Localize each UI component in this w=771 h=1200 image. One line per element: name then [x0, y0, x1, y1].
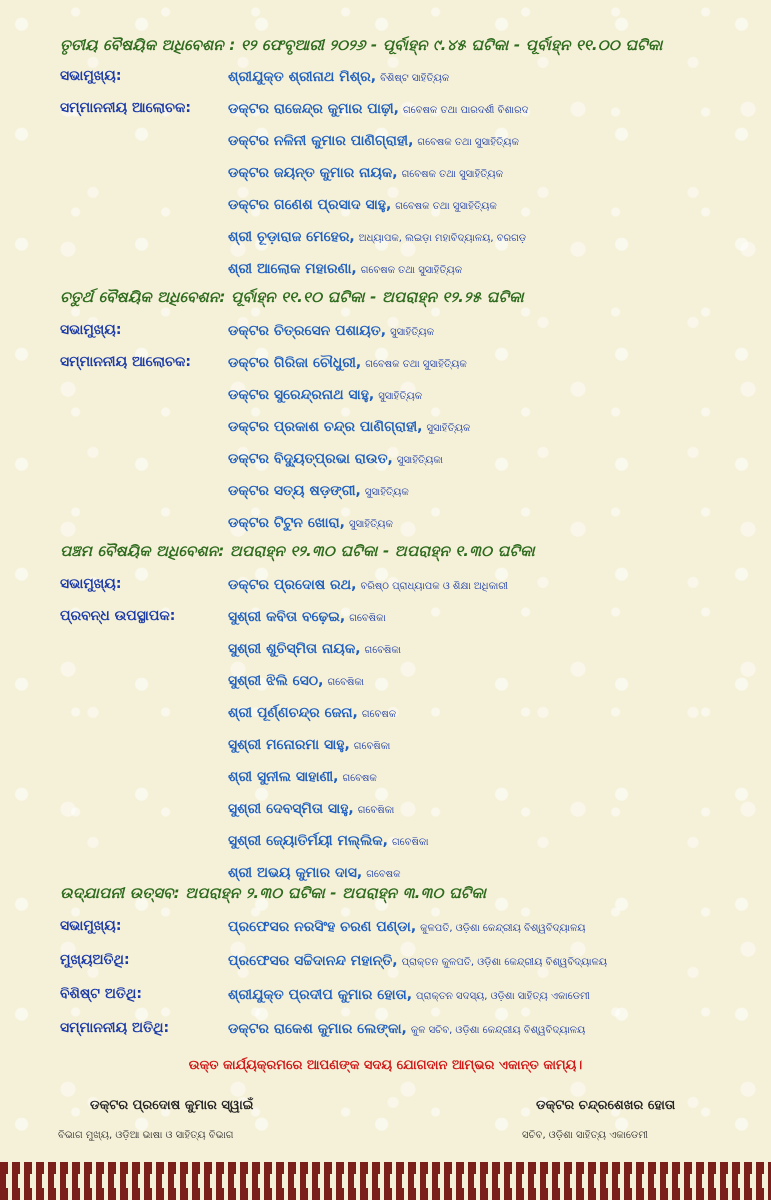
participant-row: [228, 766, 377, 790]
participant-name: ଡକ୍ଟର ଚିତ୍ରସେନ ପଶାୟତ,: [228, 323, 387, 339]
participant-desc: ଗବେଷିକା: [364, 645, 402, 656]
role-label: ସଭାମୁଖ୍ୟ:: [60, 322, 122, 338]
session-heading: ତୃତୀୟ ବୈଷୟିକ ଅଧିବେଶନ : ୧୨ ଫେବୃଆରୀ ୨୦୨୬ - ପୂର୍ବାହ୍ନ ୯.୪୫ ଘଟିକା - ପୂର୍ବାହ୍ନ ୧୧.୦୦ ଘଟିକା: [60, 36, 663, 54]
participant-name: ଡକ୍ଟର ବିଦ୍ୟୁତ୍‌ପ୍ରଭା ରାଉତ,: [228, 451, 393, 467]
participant-row: [228, 950, 607, 974]
role-label: ସଭାମୁଖ୍ୟ:: [60, 68, 122, 84]
participant-name: ଡକ୍ଟର ଗଣେଶ ପ୍ରସାଦ ସାହୁ,: [228, 197, 392, 213]
participant-desc: ସୁସାହିତ୍ୟିକ: [364, 487, 409, 498]
role-label: ବିଶିଷ୍ଟ ଅତିଥି:: [60, 986, 142, 1002]
participant-desc: ପ୍ରାକ୍ତନ କୁଳପତି, ଓଡ଼ିଶା କେନ୍ଦ୍ରୀୟ ବିଶ୍ୱବିଦ୍ୟାଳୟ: [401, 957, 608, 968]
participant-desc: ଗବେଷିକା: [357, 805, 395, 816]
participant-desc: ଗବେଷିକା: [353, 741, 391, 752]
participant-row: [228, 162, 503, 186]
closing-note: ଉକ୍ତ କାର୍ଯ୍ୟକ୍ରମରେ ଆପଣଙ୍କ ସଦୟ ଯୋଗଦାନ ଆମ୍ଭର ଏକାନ୍ତ କାମ୍ୟ।: [188, 1058, 583, 1073]
participant-name: ସୁଶ୍ରୀ ଦେବସ୍ମିତା ସାହୁ,: [228, 801, 354, 817]
role-label: ସଭାମୁଖ୍ୟ:: [60, 576, 122, 592]
participant-row: [228, 480, 409, 504]
participant-row: [228, 130, 519, 154]
participant-desc: ଗବେଷିକା: [349, 613, 386, 624]
participant-row: [228, 862, 401, 886]
signatory-left-title: ବିଭାଗ ମୁଖ୍ୟ, ଓଡ଼ିଆ ଭାଷା ଓ ସାହିତ୍ୟ ବିଭାଗ: [58, 1130, 234, 1141]
participant-name: ଶ୍ରୀ ଅଭୟ କୁମାର ଦାସ,: [228, 865, 363, 881]
participant-row: [228, 670, 364, 694]
participant-row: [228, 66, 449, 90]
participant-name: ଡକ୍ଟର ପ୍ରଦୋଷ ରଥ,: [228, 577, 357, 593]
participant-name: ଡକ୍ଟର ରାକେଶ କୁମାର ଲେଙ୍କା,: [228, 1021, 407, 1037]
participant-desc: କୁଳପତି, ଓଡ଼ିଶା କେନ୍ଦ୍ରୀୟ ବିଶ୍ୱବିଦ୍ୟାଳୟ: [420, 923, 586, 934]
participant-row: [228, 320, 434, 344]
participant-name: ଡକ୍ଟର ଗିରିଜା ଚୌଧୁରୀ,: [228, 355, 362, 371]
participant-row: [228, 98, 529, 122]
participant-desc: ସୁସାହିତ୍ୟିକ: [378, 391, 423, 402]
participant-row: [228, 416, 470, 440]
participant-row: [228, 194, 497, 218]
participant-row: [228, 984, 590, 1008]
participant-name: ଡକ୍ଟର ସତ୍ୟ ଷଡ଼ଙ୍ଗୀ,: [228, 483, 361, 499]
role-label: ପ୍ରବନ୍ଧ ଉପସ୍ଥାପକ:: [60, 608, 176, 624]
participant-name: ସୁଶ୍ରୀ ମନୋରମା ସାହୁ,: [228, 737, 350, 753]
participant-desc: ଗବେଷକ ତଥା ପାରଦର୍ଶୀ ବିଶାରଦ: [403, 105, 529, 116]
participant-row: [228, 512, 393, 536]
participant-name: ଡକ୍ଟର ସୁରେନ୍ଦ୍ରନାଥ ସାହୁ,: [228, 387, 375, 403]
participant-name: ଶ୍ରୀଯୁକ୍ତ ପ୍ରଦୀପ କୁମାର ହୋତା,: [228, 987, 413, 1003]
participant-desc: ପ୍ରାକ୍ତନ ସଦସ୍ୟ, ଓଡ଼ିଶା ସାହିତ୍ୟ ଏକାଡେମୀ: [416, 991, 590, 1002]
participant-name: ପ୍ରଫେସର ସଚ୍ଚିଦାନନ୍ଦ ମହାନ୍ତି,: [228, 953, 398, 969]
participant-row: [228, 258, 462, 282]
participant-name: ଶ୍ରୀଯୁକ୍ତ ଶ୍ରୀନାଥ ମିଶ୍ର,: [228, 69, 377, 85]
participant-desc: ସୁସାହିତ୍ୟିକା: [396, 455, 444, 466]
participant-row: [228, 702, 396, 726]
participant-desc: ଗବେଷକ ତଥା ସୁସାହିତ୍ୟିକ: [360, 265, 463, 276]
decorative-border-band: [0, 1174, 771, 1188]
participant-name: ସୁଶ୍ରୀ ଶୁଚିସ୍ମିତା ନାୟକ,: [228, 641, 361, 657]
participant-name: ଡକ୍ଟର ପ୍ରକାଶ ଚନ୍ଦ୍ର ପାଣିଗ୍ରାହୀ,: [228, 419, 423, 435]
participant-desc: କୁଳ ସଚିବ, ଓଡ଼ିଶା କେନ୍ଦ୍ରୀୟ ବିଶ୍ୱବିଦ୍ୟାଳୟ: [410, 1025, 586, 1036]
participant-name: ଡକ୍ଟର ଟିଟୁନ ଖୋରା,: [228, 515, 345, 531]
participant-row: [228, 448, 443, 472]
session-heading: ଚତୁର୍ଥ ବୈଷୟିକ ଅଧିବେଶନ: ପୂର୍ବାହ୍ନ ୧୧.୧୦ ଘଟିକା - ଅପରାହ୍ନ ୧୨.୨୫ ଘଟିକା: [60, 288, 524, 306]
participant-name: ସୁଶ୍ରୀ ଜ୍ୟୋତିର୍ମୟୀ ମଲ୍ଲିକ,: [228, 833, 388, 849]
participant-row: [228, 352, 467, 376]
participant-desc: ଗବେଷକ: [342, 773, 377, 784]
participant-desc: ବରିଷ୍ଠ ପ୍ରାଧ୍ୟାପକ ଓ ଶିକ୍ଷା ଅଧିକାରୀ: [360, 581, 508, 592]
session-heading: ଉଦ୍‌ଯାପନୀ ଉତ୍ସବ: ଅପରାହ୍ନ ୨.୩୦ ଘଟିକା - ଅପରାହ୍ନ ୩.୩୦ ଘଟିକା: [60, 884, 487, 902]
participant-row: [228, 916, 586, 940]
participant-name: ଶ୍ରୀ ସୁନୀଲ ସାହାଣୀ,: [228, 769, 339, 785]
role-label: ସଭାମୁଖ୍ୟ:: [60, 918, 122, 934]
participant-name: ସୁଶ୍ରୀ କବିତା ବଢ଼େଇ,: [228, 609, 346, 625]
signatory-right-title: ସଚିବ, ଓଡ଼ିଶା ସାହିତ୍ୟ ଏକାଡେମୀ: [522, 1130, 648, 1141]
participant-row: [228, 734, 390, 758]
participant-name: ଡକ୍ଟର ନଳିନୀ କୁମାର ପାଣିଗ୍ରାହୀ,: [228, 133, 414, 149]
participant-desc: ଗବେଷିକା: [327, 677, 365, 688]
session-heading: ପଞ୍ଚମ ବୈଷୟିକ ଅଧିବେଶନ: ଅପରାହ୍ନ ୧୨.୩୦ ଘଟିକା - ଅପରାହ୍ନ ୧.୩୦ ଘଟିକା: [60, 542, 535, 560]
participant-desc: ଗବେଷକ: [361, 709, 397, 720]
participant-row: [228, 574, 508, 598]
participant-desc: ବିଶିଷ୍ଟ ସାହିତ୍ୟିକ: [380, 73, 450, 84]
participant-name: ପ୍ରଫେସର ନରସିଂହ ଚରଣ ପଣ୍ଡା,: [228, 919, 417, 935]
participant-name: ଡକ୍ଟର ଜୟନ୍ତ କୁମାର ନାୟକ,: [228, 165, 398, 181]
participant-desc: ଗବେଷକ ତଥା ସୁସାହିତ୍ୟିକ: [395, 201, 497, 212]
signatory-left-name: ଡକ୍ଟର ପ୍ରଦୋଷ କୁମାର ସ୍ୱାଇଁ: [90, 1098, 254, 1113]
participant-desc: ଗବେଷକ ତଥା ସୁସାହିତ୍ୟିକ: [365, 359, 467, 370]
participant-name: ସୁଶ୍ରୀ ଝିଲି ସେଠ,: [228, 673, 324, 689]
participant-desc: ଗବେଷିକା: [391, 837, 429, 848]
role-label: ମୁଖ୍ୟଅତିଥି:: [60, 952, 130, 968]
participant-desc: ଗବେଷକ ତଥା ସୁସାହିତ୍ୟିକ: [401, 169, 504, 180]
participant-row: [228, 1018, 585, 1042]
participant-desc: ଅଧ୍ୟାପକ, ଲଇଡ଼ା ମହାବିଦ୍ୟାଳୟ, ବରଗଡ଼: [358, 233, 527, 244]
participant-row: [228, 638, 401, 662]
participant-desc: ସୁସାହିତ୍ୟିକ: [426, 423, 471, 434]
participant-row: [228, 384, 422, 408]
participant-row: [228, 226, 526, 250]
participant-desc: ଗବେଷକ: [366, 869, 401, 880]
participant-row: [228, 830, 429, 854]
role-label: ସମ୍ମାନନୀୟ ଅତିଥି:: [60, 1020, 170, 1036]
participant-desc: ଗବେଷକ ତଥା ସୁସାହିତ୍ୟିକ: [417, 137, 519, 148]
participant-name: ଶ୍ରୀ ଆଲୋକ ମହାରଣା,: [228, 261, 357, 277]
participant-row: [228, 798, 394, 822]
participant-row: [228, 606, 386, 630]
participant-name: ଶ୍ରୀ ପୂର୍ଣ୍ଣଚନ୍ଦ୍ର ଜେନା,: [228, 705, 358, 721]
participant-desc: ସୁସାହିତ୍ୟିକ: [348, 519, 393, 530]
role-label: ସମ୍ମାନନୀୟ ଆଲୋଚକ:: [60, 100, 191, 116]
signatory-right-name: ଡକ୍ଟର ଚନ୍ଦ୍ରଶେଖର ହୋତା: [536, 1098, 676, 1113]
participant-desc: ସୁସାହିତ୍ୟିକ: [390, 327, 434, 338]
participant-name: ଡକ୍ଟର ରାଜେନ୍ଦ୍ର କୁମାର ପାଢ଼ୀ,: [228, 101, 399, 117]
role-label: ସମ୍ମାନନୀୟ ଆଲୋଚକ:: [60, 354, 191, 370]
participant-name: ଶ୍ରୀ ଚୂଡ଼ାରାଜ ମେହେର,: [228, 229, 355, 245]
